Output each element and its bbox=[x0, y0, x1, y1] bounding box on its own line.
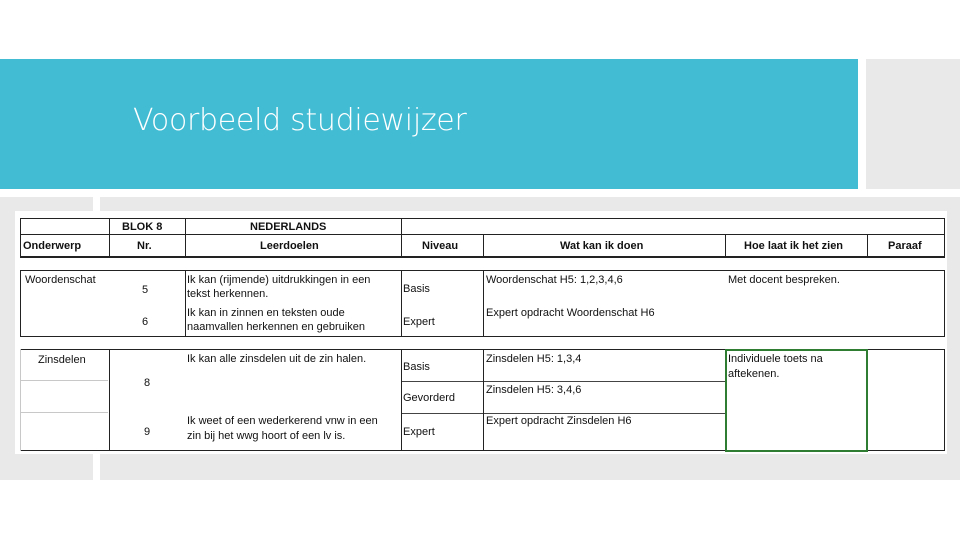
studiewijzer-table bbox=[15, 211, 947, 454]
row-5-leerdoel-line2: tekst herkennen. bbox=[187, 288, 269, 300]
row-5-nr: 5 bbox=[142, 284, 149, 296]
row-gevorderd-niveau: Gevorderd bbox=[403, 392, 455, 404]
row-6-wat: Expert opdracht Woordenschat H6 bbox=[486, 307, 655, 319]
row-8-wat: Zinsdelen H5: 1,3,4 bbox=[486, 353, 582, 365]
row-9-leerdoel-line2: zin bij het wwg hoort of een lv is. bbox=[187, 430, 346, 442]
row-9-nr: 9 bbox=[144, 426, 151, 438]
row-9-wat: Expert opdracht Zinsdelen H6 bbox=[486, 415, 632, 427]
row-6-niveau: Expert bbox=[403, 316, 435, 328]
row-8-nr: 8 bbox=[144, 377, 151, 389]
row-8-niveau: Basis bbox=[403, 361, 430, 373]
header-niveau: Niveau bbox=[422, 240, 459, 252]
row-5-wat: Woordenschat H5: 1,2,3,4,6 bbox=[486, 274, 623, 286]
right-side-panel-top bbox=[866, 59, 960, 189]
row-8-hoe-line2: aftekenen. bbox=[728, 368, 780, 380]
row-5-niveau: Basis bbox=[403, 283, 430, 295]
row-6-nr: 6 bbox=[142, 316, 149, 328]
row-gevorderd-wat: Zinsdelen H5: 3,4,6 bbox=[486, 384, 582, 396]
vak-label: NEDERLANDS bbox=[250, 221, 327, 233]
row-9-niveau: Expert bbox=[403, 426, 435, 438]
header-paraaf: Paraaf bbox=[888, 240, 922, 252]
blok-label: BLOK 8 bbox=[122, 221, 163, 233]
row-5-leerdoel-line1: Ik kan (rijmende) uitdrukkingen in een bbox=[187, 274, 371, 286]
row-6-leerdoel-line2: naamvallen herkennen en gebruiken bbox=[187, 321, 365, 333]
header-nr: Nr. bbox=[137, 240, 152, 252]
row-8-hoe-line1: Individuele toets na bbox=[728, 353, 823, 365]
section-woordenschat-onderwerp: Woordenschat bbox=[25, 274, 96, 286]
header-wat: Wat kan ik doen bbox=[560, 240, 644, 252]
row-5-hoe: Met docent bespreken. bbox=[728, 274, 840, 286]
header-hoe: Hoe laat ik het zien bbox=[744, 240, 844, 252]
slide-title: Voorbeeld studiewijzer bbox=[133, 103, 467, 138]
row-8-leerdoel: Ik kan alle zinsdelen uit de zin halen. bbox=[187, 353, 367, 365]
row-6-leerdoel-line1: Ik kan in zinnen en teksten oude bbox=[187, 307, 345, 319]
header-onderwerp: Onderwerp bbox=[23, 240, 82, 252]
header-leerdoelen: Leerdoelen bbox=[260, 240, 319, 252]
section-zinsdelen-onderwerp: Zinsdelen bbox=[38, 354, 86, 366]
row-9-leerdoel-line1: Ik weet of een wederkerend vnw in een bbox=[187, 415, 378, 427]
